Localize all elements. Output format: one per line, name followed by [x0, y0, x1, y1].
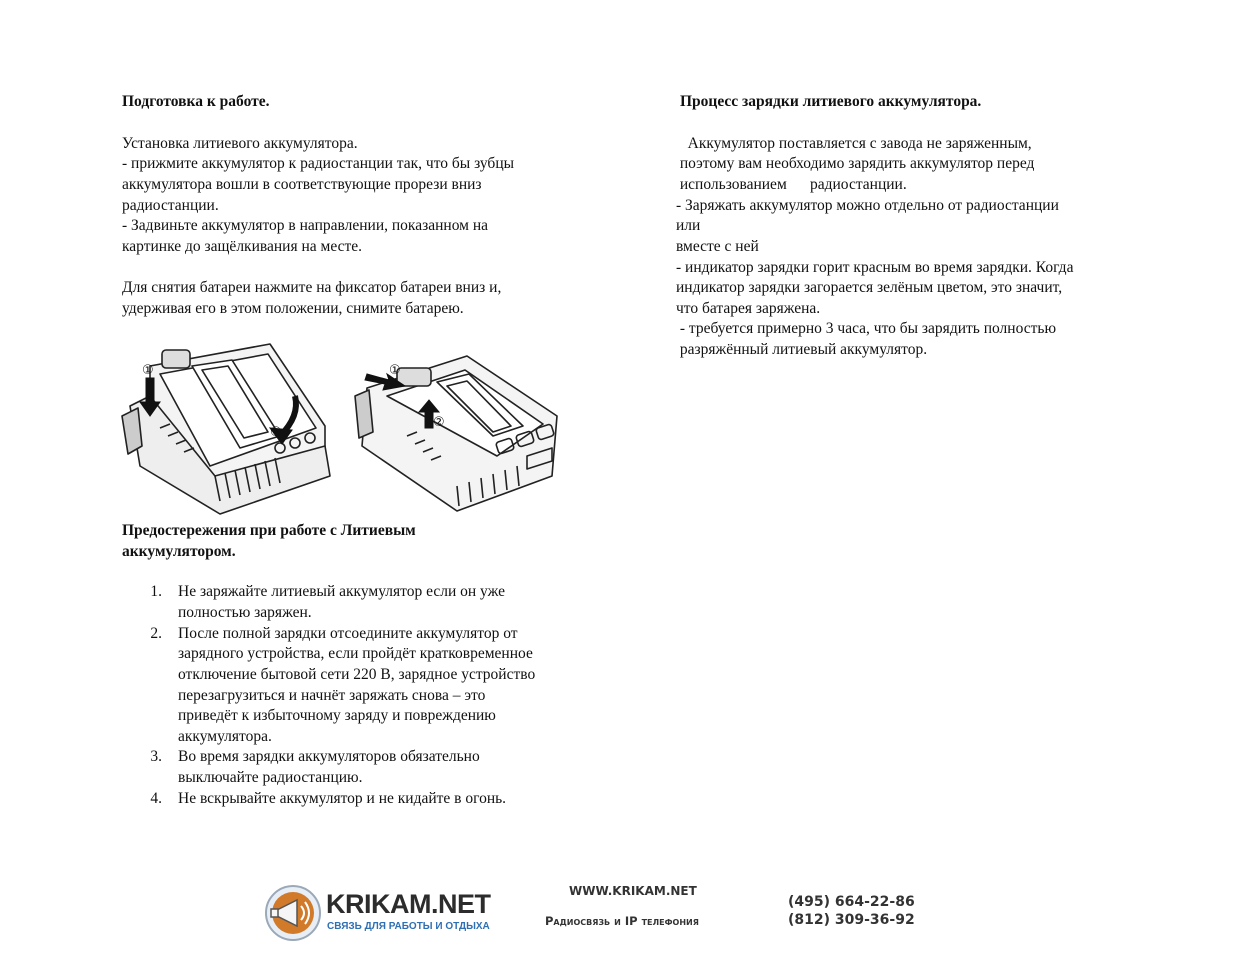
- charging-line: или: [676, 217, 701, 234]
- list-item: выключайте радиостанцию.: [178, 769, 363, 786]
- megaphone-icon: [263, 884, 323, 942]
- install-title: Установка литиевого аккумулятора.: [122, 135, 358, 152]
- website-text: WWW.KRIKAM.NET: [569, 884, 697, 898]
- charging-line: индикатор зарядки загорается зелёным цветом, это значит,: [676, 279, 1063, 296]
- list-item-number: 4.: [150, 790, 162, 807]
- warnings-heading: Предостережения при работе с Литиевым: [122, 522, 416, 539]
- charging-heading: Процесс зарядки литиевого аккумулятора.: [680, 93, 982, 110]
- services-text: Радиосвязь и IP телефония: [545, 914, 699, 928]
- charging-line: - Заряжать аккумулятор можно отдельно от радиостанции: [676, 197, 1059, 214]
- battery-install-illustration: [120, 336, 338, 516]
- list-item: Не заряжайте литиевый аккумулятор если он уже: [178, 583, 505, 600]
- step-1-marker: ①: [389, 363, 401, 378]
- charging-line: поэтому вам необходимо зарядить аккумулятор перед: [676, 155, 1035, 172]
- preparation-heading: Подготовка к работе.: [122, 93, 270, 110]
- install-line: - прижмите аккумулятор к радиостанции так, что бы зубцы: [122, 155, 515, 172]
- install-line: картинке до защёлкивания на месте.: [122, 238, 362, 255]
- list-item: перезагрузиться и начнёт заряжать снова – это: [178, 687, 486, 704]
- warnings-heading: аккумулятором.: [122, 543, 236, 560]
- list-item-number: 1.: [150, 583, 162, 600]
- list-item: Не вскрывайте аккумулятор и не кидайте в огонь.: [178, 790, 507, 807]
- charging-line: Аккумулятор поставляется с завода не заряженным,: [676, 135, 1032, 152]
- step-2-marker: ②: [433, 415, 445, 430]
- charging-line: разряжённый литиевый аккумулятор.: [676, 341, 928, 358]
- list-item-number: 2.: [150, 625, 162, 642]
- phone-moscow: (495) 664-22-86: [788, 894, 915, 910]
- phone-spb: (812) 309-36-92: [788, 912, 915, 928]
- logo-tagline: СВЯЗЬ ДЛЯ РАБОТЫ И ОТДЫХА: [327, 921, 490, 932]
- battery-remove-illustration: [347, 336, 572, 516]
- charging-line: - индикатор зарядки горит красным во время зарядки. Когда: [676, 259, 1074, 276]
- krikam-logo: [263, 884, 491, 942]
- install-line: радиостанции.: [122, 197, 219, 214]
- install-line: аккумулятора вошли в соответствующие прорези вниз: [122, 176, 482, 193]
- charging-line: вместе с ней: [676, 238, 759, 255]
- logo-name: KRIKAM.NET: [326, 889, 491, 919]
- step-2-marker: ②: [270, 425, 282, 440]
- install-line: - Задвиньте аккумулятор в направлении, показанном на: [122, 217, 489, 234]
- step-1-marker: ①: [142, 363, 154, 378]
- charging-line: что батарея заряжена.: [676, 300, 821, 317]
- list-item: отключение бытовой сети 220 В, зарядное устройство: [178, 666, 536, 683]
- list-item: полностью заряжен.: [178, 604, 312, 621]
- removal-line: удерживая его в этом положении, снимите батарею.: [122, 300, 464, 317]
- charging-line: использованием радиостанции.: [676, 176, 907, 193]
- removal-line: Для снятия батареи нажмите на фиксатор батареи вниз и,: [122, 279, 502, 296]
- list-item-number: 3.: [150, 748, 162, 765]
- charging-line: - требуется примерно 3 часа, что бы зарядить полностью: [676, 320, 1057, 337]
- list-item: Во время зарядки аккумуляторов обязательно: [178, 748, 480, 765]
- list-item: зарядного устройства, если пройдёт кратковременное: [178, 645, 533, 662]
- list-item: приведёт к избыточному заряду и повреждению: [178, 707, 496, 724]
- list-item: аккумулятора.: [178, 728, 272, 745]
- list-item: После полной зарядки отсоедините аккумулятор от: [178, 625, 518, 642]
